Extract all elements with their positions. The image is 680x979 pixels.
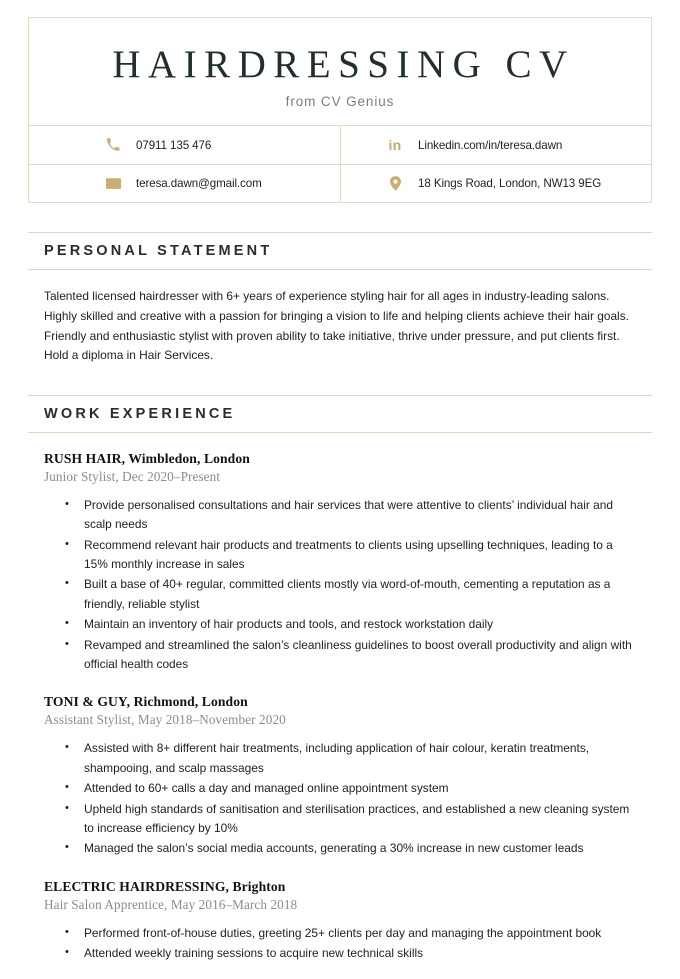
page-subtitle: from CV Genius bbox=[285, 94, 395, 110]
job-bullet: • Recommend relevant hair products and treatments to clients using upselling techniques, leading to a 15% monthly increase in sales bbox=[44, 536, 636, 575]
section-header-work-experience bbox=[28, 395, 652, 433]
job-bullets bbox=[44, 739, 636, 858]
job-role: Junior Stylist, Dec 2020–Present bbox=[44, 468, 221, 484]
phone-icon bbox=[103, 138, 123, 152]
cv-header bbox=[28, 17, 652, 203]
job-company: TONI & GUY, Richmond, London bbox=[44, 694, 248, 710]
section-work-experience bbox=[28, 395, 652, 964]
job-bullet: • Attended to 60+ calls a day and managed online appointment system bbox=[44, 779, 636, 798]
header-title-area bbox=[29, 18, 651, 125]
contact-grid bbox=[29, 125, 651, 202]
contact-item-linkedin[interactable] bbox=[340, 126, 651, 164]
job-entry bbox=[28, 694, 652, 858]
personal-statement-body: Talented licensed hairdresser with 6+ years of experience styling hair for all ages in industry-leading salons. Highly skilled and creative with a passion for bringing a vision to life and helping clients achieve their hair goals. Friendly and enthusiastic stylist with proven ability to take initiative, thrive under pressure, and put clients first. Hold a diploma in Hair Services. bbox=[44, 289, 629, 363]
cv-page bbox=[0, 17, 680, 979]
job-bullets bbox=[44, 924, 636, 964]
job-bullet: • Assisted with 8+ different hair treatments, including application of hair colour, keratin treatments, shampooing, and scalp massages bbox=[44, 739, 636, 778]
contact-item-phone[interactable] bbox=[29, 126, 340, 164]
job-bullet: • Provide personalised consultations and hair services that were attentive to clients’ individual hair and scalp needs bbox=[44, 496, 636, 535]
contact-value-phone: 07911 135 476 bbox=[136, 138, 212, 152]
section-personal-statement bbox=[28, 232, 652, 365]
job-bullet: • Built a base of 40+ regular, committed clients mostly via word-of-mouth, cementing a reputation as a friendly, reliable stylist bbox=[44, 575, 636, 614]
section-header-personal-statement bbox=[28, 232, 652, 270]
job-bullet: • Maintain an inventory of hair products and tools, and restock workstation daily bbox=[44, 615, 636, 634]
job-bullet: • Revamped and streamlined the salon’s cleanliness guidelines to boost overall productivity and align with official health codes bbox=[44, 636, 636, 675]
linkedin-icon: in bbox=[388, 137, 402, 154]
job-role: Hair Salon Apprentice, May 2016–March 2018 bbox=[44, 896, 298, 912]
contact-item-location[interactable] bbox=[340, 164, 651, 202]
job-role: Assistant Stylist, May 2018–November 2020 bbox=[44, 712, 286, 728]
contact-value-location: 18 Kings Road, London, NW13 9EG bbox=[418, 177, 602, 191]
job-entry bbox=[28, 879, 652, 964]
job-company: RUSH HAIR, Wimbledon, London bbox=[44, 450, 250, 466]
job-bullet: • Attended weekly training sessions to acquire new technical skills bbox=[44, 944, 636, 963]
job-bullet: • Performed front-of-house duties, greeting 25+ clients per day and managing the appointment book bbox=[44, 924, 636, 943]
section-title-work-experience: WORK EXPERIENCE bbox=[44, 405, 236, 422]
job-entry bbox=[28, 451, 652, 675]
job-bullets bbox=[44, 496, 636, 675]
job-company: ELECTRIC HAIRDRESSING, Brighton bbox=[44, 878, 286, 894]
contact-value-linkedin: Linkedin.com/in/teresa.dawn bbox=[418, 138, 563, 152]
job-bullet: • Managed the salon’s social media accounts, generating a 30% increase in new customer leads bbox=[44, 839, 636, 858]
section-title-personal-statement: PERSONAL STATEMENT bbox=[44, 243, 273, 260]
location-icon bbox=[385, 176, 405, 191]
job-bullet: • Upheld high standards of sanitisation and sterilisation practices, and established a new cleaning system to increase efficiency by 10% bbox=[44, 800, 636, 839]
email-icon bbox=[103, 178, 123, 189]
contact-item-email[interactable] bbox=[29, 164, 340, 202]
contact-value-email: teresa.dawn@gmail.com bbox=[136, 177, 262, 191]
page-title: HAIRDRESSING CV bbox=[112, 43, 575, 86]
